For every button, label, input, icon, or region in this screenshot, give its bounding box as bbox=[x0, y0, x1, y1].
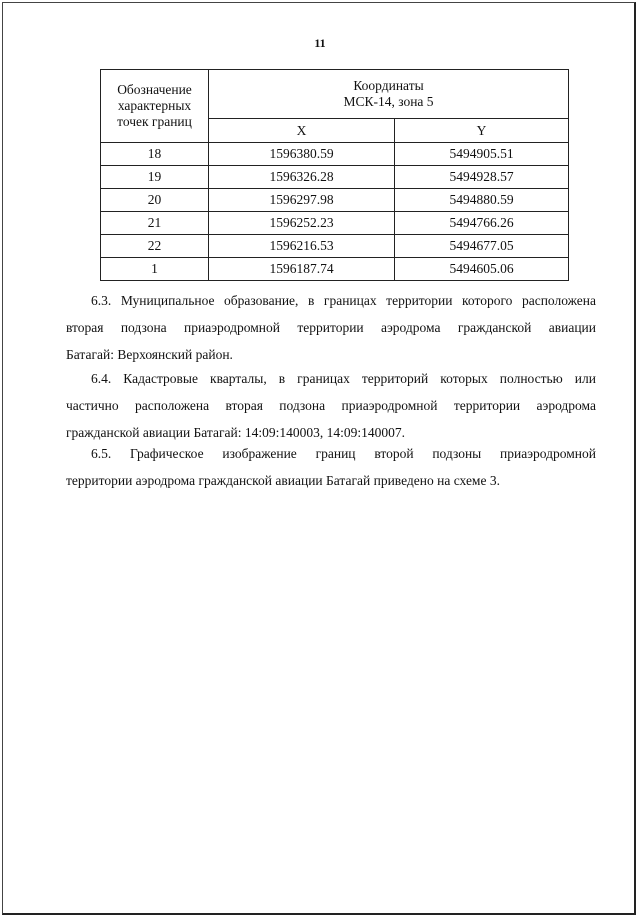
coordinates-header bbox=[209, 70, 569, 119]
y-cell: 5494880.59 bbox=[395, 189, 569, 212]
paragraph-line: гражданской авиации Батагай: 14:09:140003, 14:09:140007. bbox=[66, 425, 405, 440]
paragraph-line: территории аэродрома гражданской авиации Батагай приведено на схеме 3. bbox=[66, 473, 500, 488]
y-cell: 5494766.26 bbox=[395, 212, 569, 235]
page-number: 11 bbox=[314, 36, 326, 50]
table-row bbox=[101, 235, 569, 258]
table-row bbox=[101, 258, 569, 281]
point-designation-header bbox=[101, 70, 209, 143]
header-label-line: точек границ bbox=[117, 114, 192, 129]
paragraph-line: Батагай: Верхоянский район. bbox=[66, 347, 233, 362]
paragraph-6-4 bbox=[66, 365, 596, 446]
header-title-line: Координаты bbox=[353, 78, 424, 93]
x-cell: 1596187.74 bbox=[209, 258, 395, 281]
paragraph-line: 6.5. Графическое изображение границ второй подзоны приаэродромной bbox=[91, 446, 596, 461]
header-label-line: характерных bbox=[117, 98, 192, 113]
table-row bbox=[101, 166, 569, 189]
x-cell: 1596216.53 bbox=[209, 235, 395, 258]
y-column-header: Y bbox=[395, 119, 569, 143]
paragraph-6-3 bbox=[66, 287, 596, 368]
paragraph-line: 6.4. Кадастровые кварталы, в границах территорий которых полностью или bbox=[91, 371, 596, 386]
header-title-line: МСК-14, зона 5 bbox=[343, 94, 434, 109]
x-cell: 1596297.98 bbox=[209, 189, 395, 212]
paragraph-line: 6.3. Муниципальное образование, в границах территории которого расположена bbox=[91, 293, 596, 308]
paragraph-line: частично расположена вторая подзона приаэродромной территории аэродрома bbox=[66, 398, 596, 413]
point-cell: 21 bbox=[101, 212, 209, 235]
x-cell: 1596252.23 bbox=[209, 212, 395, 235]
table-header-row bbox=[101, 70, 569, 119]
x-cell: 1596326.28 bbox=[209, 166, 395, 189]
table-row bbox=[101, 189, 569, 212]
coordinates-table bbox=[100, 69, 569, 281]
y-cell: 5494905.51 bbox=[395, 143, 569, 166]
point-cell: 20 bbox=[101, 189, 209, 212]
table-row bbox=[101, 212, 569, 235]
point-cell: 22 bbox=[101, 235, 209, 258]
x-column-header: X bbox=[209, 119, 395, 143]
table-row bbox=[101, 143, 569, 166]
y-cell: 5494928.57 bbox=[395, 166, 569, 189]
y-cell: 5494677.05 bbox=[395, 235, 569, 258]
point-cell: 19 bbox=[101, 166, 209, 189]
header-label-line: Обозначение bbox=[117, 82, 192, 97]
paragraph-6-5 bbox=[66, 440, 596, 494]
x-cell: 1596380.59 bbox=[209, 143, 395, 166]
paragraph-line: вторая подзона приаэродромной территории аэродрома гражданской авиации bbox=[66, 320, 596, 335]
y-cell: 5494605.06 bbox=[395, 258, 569, 281]
point-cell: 1 bbox=[101, 258, 209, 281]
point-cell: 18 bbox=[101, 143, 209, 166]
